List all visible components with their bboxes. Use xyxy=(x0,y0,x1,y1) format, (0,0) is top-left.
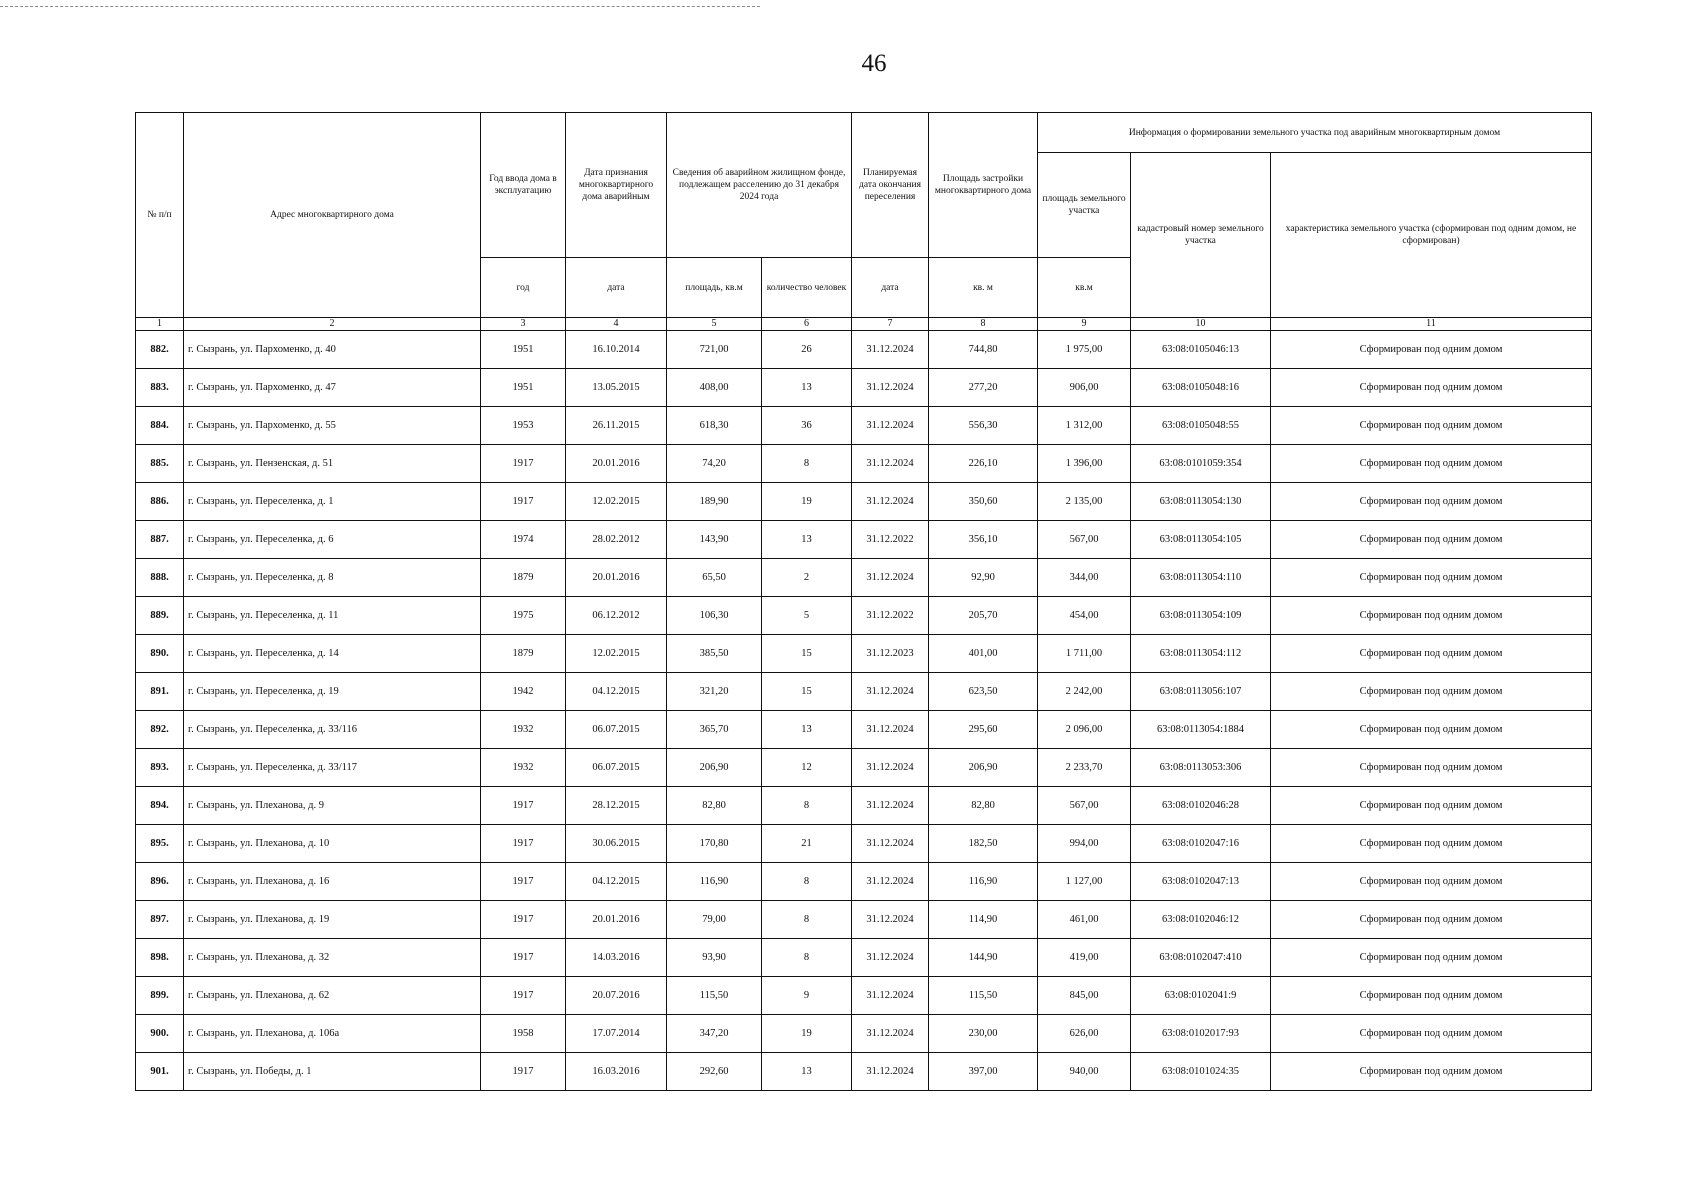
row-number: 886. xyxy=(136,483,184,521)
area-cell: 82,80 xyxy=(667,787,762,825)
header-fund-info: Сведения об аварийном жилищном фонде, подлежащем расселению до 31 декабря 2024 года xyxy=(667,113,852,258)
table-row xyxy=(136,863,1592,901)
area-cell: 170,80 xyxy=(667,825,762,863)
table-row xyxy=(136,597,1592,635)
land-area-cell: 1 396,00 xyxy=(1038,445,1131,483)
column-number: 3 xyxy=(481,318,566,331)
year-cell: 1958 xyxy=(481,1015,566,1053)
land-characteristic-cell: Сформирован под одним домом xyxy=(1271,597,1592,635)
address-cell: г. Сызрань, ул. Переселенка, д. 6 xyxy=(184,521,481,559)
column-number: 1 xyxy=(136,318,184,331)
date-recognized-cell: 20.07.2016 xyxy=(566,977,667,1015)
land-characteristic-cell: Сформирован под одним домом xyxy=(1271,521,1592,559)
date-recognized-cell: 30.06.2015 xyxy=(566,825,667,863)
table-row xyxy=(136,521,1592,559)
people-cell: 13 xyxy=(762,369,852,407)
unit-year: год xyxy=(481,258,566,318)
building-area-cell: 92,90 xyxy=(929,559,1038,597)
year-cell: 1917 xyxy=(481,863,566,901)
land-characteristic-cell: Сформирован под одним домом xyxy=(1271,331,1592,369)
date-recognized-cell: 28.12.2015 xyxy=(566,787,667,825)
building-area-cell: 206,90 xyxy=(929,749,1038,787)
people-cell: 19 xyxy=(762,1015,852,1053)
cadastral-number-cell: 63:08:0102041:9 xyxy=(1131,977,1271,1015)
address-cell: г. Сызрань, ул. Пархоменко, д. 55 xyxy=(184,407,481,445)
table-row xyxy=(136,559,1592,597)
plan-date-cell: 31.12.2022 xyxy=(852,521,929,559)
column-number: 7 xyxy=(852,318,929,331)
header-date-recognized: Дата признания многоквартирного дома аварийным xyxy=(566,113,667,258)
year-cell: 1879 xyxy=(481,635,566,673)
date-recognized-cell: 20.01.2016 xyxy=(566,901,667,939)
unit-land-area: кв.м xyxy=(1038,258,1131,318)
area-cell: 65,50 xyxy=(667,559,762,597)
land-characteristic-cell: Сформирован под одним домом xyxy=(1271,977,1592,1015)
land-characteristic-cell: Сформирован под одним домом xyxy=(1271,635,1592,673)
unit-plan-date: дата xyxy=(852,258,929,318)
building-area-cell: 350,60 xyxy=(929,483,1038,521)
plan-date-cell: 31.12.2023 xyxy=(852,635,929,673)
date-recognized-cell: 17.07.2014 xyxy=(566,1015,667,1053)
land-area-cell: 2 135,00 xyxy=(1038,483,1131,521)
column-number: 9 xyxy=(1038,318,1131,331)
address-cell: г. Сызрань, ул. Переселенка, д. 1 xyxy=(184,483,481,521)
column-number: 2 xyxy=(184,318,481,331)
people-cell: 36 xyxy=(762,407,852,445)
address-cell: г. Сызрань, ул. Переселенка, д. 19 xyxy=(184,673,481,711)
year-cell: 1917 xyxy=(481,825,566,863)
year-cell: 1917 xyxy=(481,787,566,825)
row-number: 888. xyxy=(136,559,184,597)
land-area-cell: 906,00 xyxy=(1038,369,1131,407)
cadastral-number-cell: 63:08:0105048:55 xyxy=(1131,407,1271,445)
area-cell: 408,00 xyxy=(667,369,762,407)
cadastral-number-cell: 63:08:0113054:112 xyxy=(1131,635,1271,673)
year-cell: 1951 xyxy=(481,369,566,407)
table-row xyxy=(136,331,1592,369)
date-recognized-cell: 13.05.2015 xyxy=(566,369,667,407)
land-characteristic-cell: Сформирован под одним домом xyxy=(1271,863,1592,901)
date-recognized-cell: 04.12.2015 xyxy=(566,673,667,711)
table-row xyxy=(136,711,1592,749)
cadastral-number-cell: 63:08:0113054:105 xyxy=(1131,521,1271,559)
row-number: 884. xyxy=(136,407,184,445)
date-recognized-cell: 28.02.2012 xyxy=(566,521,667,559)
building-area-cell: 556,30 xyxy=(929,407,1038,445)
area-cell: 206,90 xyxy=(667,749,762,787)
row-number: 887. xyxy=(136,521,184,559)
land-characteristic-cell: Сформирован под одним домом xyxy=(1271,939,1592,977)
land-characteristic-cell: Сформирован под одним домом xyxy=(1271,787,1592,825)
plan-date-cell: 31.12.2024 xyxy=(852,445,929,483)
year-cell: 1932 xyxy=(481,711,566,749)
plan-date-cell: 31.12.2024 xyxy=(852,863,929,901)
address-cell: г. Сызрань, ул. Плеханова, д. 106а xyxy=(184,1015,481,1053)
area-cell: 292,60 xyxy=(667,1053,762,1091)
emergency-housing-table xyxy=(135,112,1592,1091)
header-land-area: площадь земельного участка xyxy=(1038,153,1131,258)
building-area-cell: 356,10 xyxy=(929,521,1038,559)
date-recognized-cell: 12.02.2015 xyxy=(566,483,667,521)
land-characteristic-cell: Сформирован под одним домом xyxy=(1271,559,1592,597)
building-area-cell: 115,50 xyxy=(929,977,1038,1015)
cadastral-number-cell: 63:08:0113054:1884 xyxy=(1131,711,1271,749)
area-cell: 79,00 xyxy=(667,901,762,939)
header-address: Адрес многоквартирного дома xyxy=(184,113,481,318)
unit-date: дата xyxy=(566,258,667,318)
land-characteristic-cell: Сформирован под одним домом xyxy=(1271,1015,1592,1053)
plan-date-cell: 31.12.2024 xyxy=(852,1053,929,1091)
year-cell: 1953 xyxy=(481,407,566,445)
land-characteristic-cell: Сформирован под одним домом xyxy=(1271,711,1592,749)
building-area-cell: 295,60 xyxy=(929,711,1038,749)
plan-date-cell: 31.12.2024 xyxy=(852,901,929,939)
area-cell: 143,90 xyxy=(667,521,762,559)
plan-date-cell: 31.12.2024 xyxy=(852,483,929,521)
people-cell: 8 xyxy=(762,863,852,901)
plan-date-cell: 31.12.2024 xyxy=(852,977,929,1015)
plan-date-cell: 31.12.2024 xyxy=(852,749,929,787)
area-cell: 347,20 xyxy=(667,1015,762,1053)
address-cell: г. Сызрань, ул. Плеханова, д. 16 xyxy=(184,863,481,901)
plan-date-cell: 31.12.2024 xyxy=(852,407,929,445)
row-number: 897. xyxy=(136,901,184,939)
area-cell: 116,90 xyxy=(667,863,762,901)
table-row xyxy=(136,369,1592,407)
header-num: № п/п xyxy=(136,113,184,318)
date-recognized-cell: 16.03.2016 xyxy=(566,1053,667,1091)
plan-date-cell: 31.12.2024 xyxy=(852,787,929,825)
table-row xyxy=(136,1053,1592,1091)
header-land-info: Информация о формировании земельного участка под аварийным многоквартирным домом xyxy=(1038,113,1592,153)
year-cell: 1932 xyxy=(481,749,566,787)
building-area-cell: 397,00 xyxy=(929,1053,1038,1091)
land-area-cell: 2 233,70 xyxy=(1038,749,1131,787)
area-cell: 189,90 xyxy=(667,483,762,521)
header-plan-date: Планируемая дата окончания переселения xyxy=(852,113,929,258)
year-cell: 1917 xyxy=(481,1053,566,1091)
row-number: 883. xyxy=(136,369,184,407)
land-area-cell: 454,00 xyxy=(1038,597,1131,635)
land-area-cell: 2 242,00 xyxy=(1038,673,1131,711)
column-number: 5 xyxy=(667,318,762,331)
building-area-cell: 182,50 xyxy=(929,825,1038,863)
people-cell: 15 xyxy=(762,635,852,673)
building-area-cell: 623,50 xyxy=(929,673,1038,711)
cadastral-number-cell: 63:08:0102046:28 xyxy=(1131,787,1271,825)
date-recognized-cell: 14.03.2016 xyxy=(566,939,667,977)
people-cell: 9 xyxy=(762,977,852,1015)
row-number: 892. xyxy=(136,711,184,749)
building-area-cell: 230,00 xyxy=(929,1015,1038,1053)
row-number: 894. xyxy=(136,787,184,825)
date-recognized-cell: 06.07.2015 xyxy=(566,749,667,787)
table-row xyxy=(136,901,1592,939)
land-characteristic-cell: Сформирован под одним домом xyxy=(1271,825,1592,863)
plan-date-cell: 31.12.2024 xyxy=(852,939,929,977)
address-cell: г. Сызрань, ул. Плеханова, д. 19 xyxy=(184,901,481,939)
date-recognized-cell: 20.01.2016 xyxy=(566,445,667,483)
unit-area: площадь, кв.м xyxy=(667,258,762,318)
cadastral-number-cell: 63:08:0102047:16 xyxy=(1131,825,1271,863)
land-area-cell: 1 312,00 xyxy=(1038,407,1131,445)
address-cell: г. Сызрань, ул. Переселенка, д. 11 xyxy=(184,597,481,635)
address-cell: г. Сызрань, ул. Пархоменко, д. 47 xyxy=(184,369,481,407)
row-number: 895. xyxy=(136,825,184,863)
page-number: 46 xyxy=(861,50,887,77)
cadastral-number-cell: 63:08:0102047:13 xyxy=(1131,863,1271,901)
year-cell: 1975 xyxy=(481,597,566,635)
people-cell: 8 xyxy=(762,939,852,977)
people-cell: 8 xyxy=(762,445,852,483)
column-number-row xyxy=(136,318,1592,331)
cadastral-number-cell: 63:08:0101059:354 xyxy=(1131,445,1271,483)
address-cell: г. Сызрань, ул. Пархоменко, д. 40 xyxy=(184,331,481,369)
address-cell: г. Сызрань, ул. Плеханова, д. 32 xyxy=(184,939,481,977)
plan-date-cell: 31.12.2024 xyxy=(852,825,929,863)
row-number: 882. xyxy=(136,331,184,369)
people-cell: 5 xyxy=(762,597,852,635)
year-cell: 1917 xyxy=(481,445,566,483)
row-number: 893. xyxy=(136,749,184,787)
table-row xyxy=(136,407,1592,445)
address-cell: г. Сызрань, ул. Пензенская, д. 51 xyxy=(184,445,481,483)
area-cell: 365,70 xyxy=(667,711,762,749)
row-number: 885. xyxy=(136,445,184,483)
land-characteristic-cell: Сформирован под одним домом xyxy=(1271,483,1592,521)
area-cell: 106,30 xyxy=(667,597,762,635)
area-cell: 385,50 xyxy=(667,635,762,673)
year-cell: 1917 xyxy=(481,977,566,1015)
building-area-cell: 401,00 xyxy=(929,635,1038,673)
plan-date-cell: 31.12.2024 xyxy=(852,1015,929,1053)
year-cell: 1879 xyxy=(481,559,566,597)
row-number: 891. xyxy=(136,673,184,711)
row-number: 900. xyxy=(136,1015,184,1053)
unit-building-area: кв. м xyxy=(929,258,1038,318)
people-cell: 12 xyxy=(762,749,852,787)
building-area-cell: 144,90 xyxy=(929,939,1038,977)
table-row xyxy=(136,1015,1592,1053)
column-number: 8 xyxy=(929,318,1038,331)
land-area-cell: 567,00 xyxy=(1038,787,1131,825)
table-row xyxy=(136,673,1592,711)
column-number: 4 xyxy=(566,318,667,331)
address-cell: г. Сызрань, ул. Переселенка, д. 33/117 xyxy=(184,749,481,787)
scan-edge-line xyxy=(0,6,760,7)
area-cell: 93,90 xyxy=(667,939,762,977)
header-cadastral: кадастровый номер земельного участка xyxy=(1131,153,1271,318)
address-cell: г. Сызрань, ул. Переселенка, д. 14 xyxy=(184,635,481,673)
cadastral-number-cell: 63:08:0102017:93 xyxy=(1131,1015,1271,1053)
land-area-cell: 1 975,00 xyxy=(1038,331,1131,369)
land-area-cell: 344,00 xyxy=(1038,559,1131,597)
address-cell: г. Сызрань, ул. Плеханова, д. 9 xyxy=(184,787,481,825)
cadastral-number-cell: 63:08:0102046:12 xyxy=(1131,901,1271,939)
plan-date-cell: 31.12.2024 xyxy=(852,369,929,407)
building-area-cell: 226,10 xyxy=(929,445,1038,483)
cadastral-number-cell: 63:08:0113054:130 xyxy=(1131,483,1271,521)
table-row xyxy=(136,825,1592,863)
table-row xyxy=(136,635,1592,673)
area-cell: 721,00 xyxy=(667,331,762,369)
year-cell: 1974 xyxy=(481,521,566,559)
column-number: 10 xyxy=(1131,318,1271,331)
land-area-cell: 2 096,00 xyxy=(1038,711,1131,749)
date-recognized-cell: 16.10.2014 xyxy=(566,331,667,369)
year-cell: 1917 xyxy=(481,483,566,521)
cadastral-number-cell: 63:08:0113056:107 xyxy=(1131,673,1271,711)
land-area-cell: 845,00 xyxy=(1038,977,1131,1015)
column-number: 6 xyxy=(762,318,852,331)
date-recognized-cell: 12.02.2015 xyxy=(566,635,667,673)
land-characteristic-cell: Сформирован под одним домом xyxy=(1271,1053,1592,1091)
address-cell: г. Сызрань, ул. Плеханова, д. 10 xyxy=(184,825,481,863)
date-recognized-cell: 06.12.2012 xyxy=(566,597,667,635)
land-area-cell: 1 127,00 xyxy=(1038,863,1131,901)
people-cell: 8 xyxy=(762,787,852,825)
people-cell: 26 xyxy=(762,331,852,369)
area-cell: 321,20 xyxy=(667,673,762,711)
year-cell: 1951 xyxy=(481,331,566,369)
table-row xyxy=(136,483,1592,521)
people-cell: 21 xyxy=(762,825,852,863)
plan-date-cell: 31.12.2024 xyxy=(852,673,929,711)
unit-people: количество человек xyxy=(762,258,852,318)
land-characteristic-cell: Сформирован под одним домом xyxy=(1271,901,1592,939)
address-cell: г. Сызрань, ул. Переселенка, д. 33/116 xyxy=(184,711,481,749)
table-body xyxy=(136,331,1592,1091)
table-row xyxy=(136,749,1592,787)
building-area-cell: 205,70 xyxy=(929,597,1038,635)
cadastral-number-cell: 63:08:0113054:110 xyxy=(1131,559,1271,597)
plan-date-cell: 31.12.2022 xyxy=(852,597,929,635)
area-cell: 115,50 xyxy=(667,977,762,1015)
column-number: 11 xyxy=(1271,318,1592,331)
building-area-cell: 82,80 xyxy=(929,787,1038,825)
cadastral-number-cell: 63:08:0105046:13 xyxy=(1131,331,1271,369)
table-row xyxy=(136,977,1592,1015)
date-recognized-cell: 04.12.2015 xyxy=(566,863,667,901)
people-cell: 2 xyxy=(762,559,852,597)
row-number: 898. xyxy=(136,939,184,977)
header-land-char: характеристика земельного участка (сформирован под одним домом, не сформирован) xyxy=(1271,153,1592,318)
plan-date-cell: 31.12.2024 xyxy=(852,711,929,749)
row-number: 899. xyxy=(136,977,184,1015)
row-number: 889. xyxy=(136,597,184,635)
building-area-cell: 277,20 xyxy=(929,369,1038,407)
header-building-area: Площадь застройки многоквартирного дома xyxy=(929,113,1038,258)
land-characteristic-cell: Сформирован под одним домом xyxy=(1271,673,1592,711)
header-year: Год ввода дома в эксплуатацию xyxy=(481,113,566,258)
land-area-cell: 419,00 xyxy=(1038,939,1131,977)
land-area-cell: 994,00 xyxy=(1038,825,1131,863)
people-cell: 13 xyxy=(762,521,852,559)
table-row xyxy=(136,445,1592,483)
land-characteristic-cell: Сформирован под одним домом xyxy=(1271,369,1592,407)
address-cell: г. Сызрань, ул. Победы, д. 1 xyxy=(184,1053,481,1091)
land-characteristic-cell: Сформирован под одним домом xyxy=(1271,445,1592,483)
area-cell: 74,20 xyxy=(667,445,762,483)
date-recognized-cell: 26.11.2015 xyxy=(566,407,667,445)
year-cell: 1942 xyxy=(481,673,566,711)
cadastral-number-cell: 63:08:0105048:16 xyxy=(1131,369,1271,407)
row-number: 901. xyxy=(136,1053,184,1091)
people-cell: 8 xyxy=(762,901,852,939)
cadastral-number-cell: 63:08:0113054:109 xyxy=(1131,597,1271,635)
table-row xyxy=(136,787,1592,825)
cadastral-number-cell: 63:08:0113053:306 xyxy=(1131,749,1271,787)
people-cell: 13 xyxy=(762,1053,852,1091)
people-cell: 13 xyxy=(762,711,852,749)
land-characteristic-cell: Сформирован под одним домом xyxy=(1271,407,1592,445)
building-area-cell: 116,90 xyxy=(929,863,1038,901)
land-area-cell: 461,00 xyxy=(1038,901,1131,939)
address-cell: г. Сызрань, ул. Переселенка, д. 8 xyxy=(184,559,481,597)
building-area-cell: 114,90 xyxy=(929,901,1038,939)
cadastral-number-cell: 63:08:0101024:35 xyxy=(1131,1053,1271,1091)
year-cell: 1917 xyxy=(481,901,566,939)
address-cell: г. Сызрань, ул. Плеханова, д. 62 xyxy=(184,977,481,1015)
people-cell: 19 xyxy=(762,483,852,521)
land-area-cell: 567,00 xyxy=(1038,521,1131,559)
area-cell: 618,30 xyxy=(667,407,762,445)
date-recognized-cell: 06.07.2015 xyxy=(566,711,667,749)
table-row xyxy=(136,939,1592,977)
row-number: 890. xyxy=(136,635,184,673)
plan-date-cell: 31.12.2024 xyxy=(852,331,929,369)
cadastral-number-cell: 63:08:0102047:410 xyxy=(1131,939,1271,977)
plan-date-cell: 31.12.2024 xyxy=(852,559,929,597)
row-number: 896. xyxy=(136,863,184,901)
land-characteristic-cell: Сформирован под одним домом xyxy=(1271,749,1592,787)
building-area-cell: 744,80 xyxy=(929,331,1038,369)
land-area-cell: 626,00 xyxy=(1038,1015,1131,1053)
land-area-cell: 940,00 xyxy=(1038,1053,1131,1091)
land-area-cell: 1 711,00 xyxy=(1038,635,1131,673)
year-cell: 1917 xyxy=(481,939,566,977)
people-cell: 15 xyxy=(762,673,852,711)
date-recognized-cell: 20.01.2016 xyxy=(566,559,667,597)
